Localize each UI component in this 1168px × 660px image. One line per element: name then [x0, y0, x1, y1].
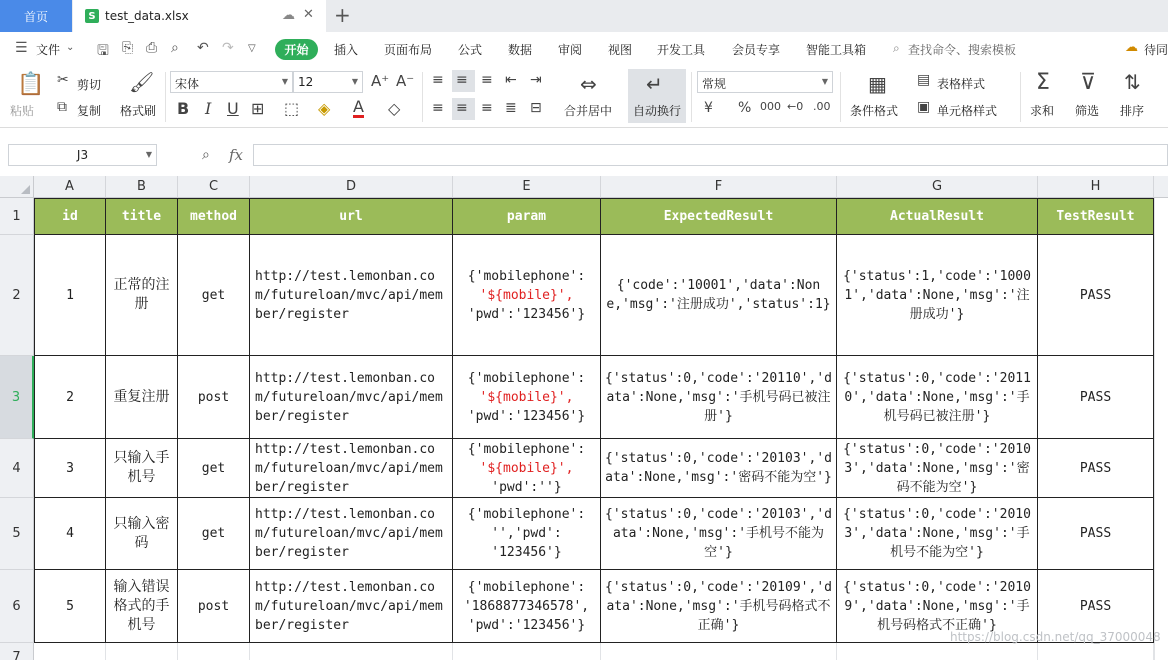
wrap-text-button[interactable]: 自动换行 — [633, 104, 682, 118]
paste-button[interactable]: 粘贴 — [10, 104, 35, 118]
increase-decimal-icon[interactable]: ←0 — [787, 100, 804, 113]
menu-sync[interactable]: 待同 — [1144, 43, 1168, 57]
font-size-select[interactable]: 12 ▼ — [293, 71, 363, 93]
param-line: {'mobilephone': — [467, 370, 586, 386]
cell-url[interactable] — [250, 570, 453, 643]
font-color-icon[interactable]: A — [353, 97, 364, 116]
cell-style-button[interactable]: 单元格样式 — [937, 104, 998, 118]
cell-title[interactable]: 重复注册 — [106, 356, 178, 439]
cell-actual[interactable] — [837, 356, 1038, 439]
search-commands[interactable]: 查找命令、搜索模板 — [908, 43, 1017, 57]
tab-home[interactable]: 首页 — [0, 0, 72, 32]
chevron-down-icon: ▼ — [281, 77, 288, 86]
format-painter-icon[interactable]: 🖌 — [129, 70, 155, 94]
conditional-format-icon[interactable]: ▦ — [868, 72, 887, 96]
add-tab-icon[interactable]: + — [334, 3, 351, 27]
ribbon — [0, 66, 1168, 128]
row-header-2[interactable]: 2 — [0, 235, 34, 356]
menu-member[interactable]: 会员专享 — [732, 43, 781, 57]
header-cell-method[interactable]: method — [178, 198, 250, 235]
fill-pattern-icon[interactable]: ⬚ — [284, 99, 300, 118]
print-icon[interactable]: ⎙ — [146, 40, 158, 56]
menu-file[interactable]: 文件 — [36, 43, 61, 57]
menu-smart-toolbox[interactable]: 智能工具箱 — [806, 43, 867, 57]
cell-id[interactable]: 1 — [34, 235, 106, 356]
function-icon[interactable]: fx — [229, 146, 244, 164]
cell-url[interactable] — [250, 439, 453, 498]
increase-indent-icon[interactable]: ⇥ — [530, 72, 542, 88]
menu-review[interactable]: 审阅 — [558, 43, 583, 57]
column-header-b[interactable]: B — [106, 176, 178, 198]
zoom-icon[interactable]: ⌕ — [202, 147, 210, 163]
header-cell-url[interactable]: url — [250, 198, 453, 235]
param-line: {'mobilephone': — [467, 507, 586, 522]
empty-cell[interactable] — [178, 643, 250, 660]
filter-icon[interactable]: ⊽ — [1080, 70, 1097, 95]
column-header-i[interactable] — [1154, 176, 1168, 198]
select-all-corner[interactable] — [0, 176, 34, 198]
cell-method[interactable]: get — [178, 498, 250, 570]
row-header-1[interactable]: 1 — [0, 198, 34, 235]
url-text: http://test.lemonban.com/futureloan/mvc/api/member/register — [255, 507, 443, 560]
sort-icon[interactable]: ⇅ — [1124, 70, 1141, 94]
cell-actual[interactable] — [837, 498, 1038, 570]
thousands-button[interactable]: 000 — [760, 100, 781, 113]
row-header-5[interactable]: 5 — [0, 498, 34, 570]
param-line: 'pwd':'123456'} — [467, 306, 586, 322]
sum-icon[interactable]: Σ — [1036, 70, 1050, 95]
menu-bar — [0, 32, 1168, 66]
cut-button[interactable]: 剪切 — [77, 78, 102, 92]
search-icon: ⌕ — [893, 41, 900, 55]
chevron-down-icon[interactable]: ⌄ — [66, 42, 75, 53]
column-header-h[interactable]: H — [1038, 176, 1154, 198]
copy-button[interactable]: 复制 — [77, 104, 102, 118]
actual-text: {'status':0,'code':'20103','data':None,'msg':'密码不能为空'} — [843, 441, 1031, 495]
align-left-icon[interactable]: ≡ — [432, 100, 444, 116]
column-header-d[interactable]: D — [250, 176, 453, 198]
menu-insert[interactable]: 插入 — [334, 43, 359, 57]
cell-param[interactable] — [453, 235, 601, 356]
header-cell-param[interactable]: param — [453, 198, 601, 235]
cell-id[interactable]: 2 — [34, 356, 106, 439]
currency-button[interactable]: ¥ — [704, 100, 713, 116]
param-line: '1868877346578', — [463, 598, 590, 614]
cell-method[interactable]: get — [178, 439, 250, 498]
export-icon[interactable]: ⎘ — [122, 40, 134, 56]
header-cell-testresult[interactable]: TestResult — [1038, 198, 1154, 235]
cell-style-icon[interactable]: ▣ — [917, 99, 931, 115]
url-text: http://test.lemonban.com/futureloan/mvc/api/member/register — [255, 441, 443, 495]
cell-id[interactable]: 4 — [34, 498, 106, 570]
header-cell-expectedresult[interactable]: ExpectedResult — [601, 198, 837, 235]
spreadsheet-icon: S — [85, 9, 99, 23]
cell-actual[interactable] — [837, 439, 1038, 498]
close-icon[interactable]: ✕ — [303, 7, 314, 22]
column-header-a[interactable]: A — [34, 176, 106, 198]
menu-data[interactable]: 数据 — [508, 43, 533, 57]
menu-developer[interactable]: 开发工具 — [657, 43, 706, 57]
param-line: '','pwd': — [491, 526, 562, 541]
cell-test-result[interactable]: PASS — [1038, 235, 1154, 356]
param-line: 'pwd':'123456'} — [467, 408, 586, 424]
cloud-icon[interactable]: ☁ — [282, 8, 295, 23]
undo-icon[interactable]: ↶ — [197, 40, 209, 56]
actual-text: {'status':1,'code':'10001','data':None,'msg':'注册成功'} — [843, 268, 1031, 322]
actual-text: {'status':0,'code':'20110','data':None,'msg':'手机号码已被注册'} — [843, 370, 1031, 424]
sort-button[interactable]: 排序 — [1120, 104, 1145, 118]
cell-expected[interactable] — [601, 570, 837, 643]
align-center-icon[interactable]: ≡ — [456, 100, 468, 116]
cell-id[interactable]: 3 — [34, 439, 106, 498]
cell-test-result[interactable]: PASS — [1038, 498, 1154, 570]
param-line: '${mobile}', — [479, 389, 574, 405]
name-box[interactable]: J3 ▼ — [8, 144, 157, 166]
row-header-7[interactable]: 7 — [0, 643, 34, 660]
param-line: {'mobilephone': — [467, 579, 586, 595]
merge-cells-icon[interactable]: ⇔ — [580, 72, 597, 96]
paste-icon[interactable]: 📋 — [17, 72, 45, 97]
underline-icon[interactable]: U — [227, 99, 239, 118]
decrease-decimal-icon[interactable]: .00 — [813, 100, 831, 113]
file-name: test_data.xlsx — [105, 9, 189, 23]
wrap-text-icon[interactable]: ↵ — [646, 72, 663, 96]
format-painter-button[interactable]: 格式刷 — [120, 104, 157, 118]
align-bottom-icon[interactable]: ≡ — [481, 72, 493, 88]
cell-method[interactable]: get — [178, 235, 250, 356]
save-icon[interactable]: 🖫 — [97, 43, 109, 59]
menu-formulas[interactable]: 公式 — [458, 43, 483, 57]
actual-text: {'status':0,'code':'20109','data':None,'msg':'手机号码格式不正确'} — [843, 579, 1031, 633]
cell-expected[interactable] — [601, 439, 837, 498]
menu-start[interactable]: 开始 — [275, 39, 318, 60]
clear-format-icon[interactable]: ◇ — [388, 99, 401, 118]
borders-icon[interactable]: ⊞ — [251, 99, 265, 118]
param-line: '123456'} — [491, 545, 562, 560]
preview-icon[interactable]: ⌕ — [171, 40, 179, 56]
column-header-f[interactable]: F — [601, 176, 837, 198]
scissors-icon[interactable]: ✂ — [57, 72, 69, 88]
header-cell-actualresult[interactable]: ActualResult — [837, 198, 1038, 235]
cloud-sync-icon[interactable]: ☁ — [1125, 40, 1138, 55]
empty-cell[interactable] — [34, 643, 106, 660]
spreadsheet-grid — [0, 176, 1168, 660]
decrease-indent-icon[interactable]: ⇤ — [505, 72, 517, 88]
cell-method[interactable]: post — [178, 356, 250, 439]
cell-url[interactable] — [250, 498, 453, 570]
cell-expected[interactable] — [601, 356, 837, 439]
chevron-down-icon: ▼ — [351, 77, 358, 86]
justify-icon[interactable]: ≣ — [505, 100, 517, 116]
cell-param[interactable] — [453, 439, 601, 498]
align-right-icon[interactable]: ≡ — [481, 100, 493, 116]
table-style-button[interactable]: 表格样式 — [937, 77, 986, 91]
distribute-icon[interactable]: ⊟ — [530, 100, 542, 116]
url-text: http://test.lemonban.com/futureloan/mvc/api/member/register — [255, 370, 443, 424]
cell-id[interactable]: 5 — [34, 570, 106, 643]
cell-param[interactable] — [453, 356, 601, 439]
fill-color-icon[interactable]: ◈ — [318, 99, 331, 118]
expected-text: {'status':0,'code':'20103','data':None,'msg':'密码不能为空'} — [605, 451, 832, 485]
param-line: '${mobile}', — [479, 460, 574, 476]
cell-actual[interactable] — [837, 235, 1038, 356]
empty-cell[interactable] — [106, 643, 178, 660]
merge-center-button[interactable]: 合并居中 — [564, 104, 613, 118]
empty-cell[interactable] — [601, 643, 837, 660]
cell-test-result[interactable]: PASS — [1038, 570, 1154, 643]
watermark: https://blog.csdn.net/qq_37000048 — [950, 630, 1161, 644]
row-header-6[interactable]: 6 — [0, 570, 34, 643]
param-line: {'mobilephone': — [467, 268, 586, 284]
cell-expected[interactable] — [601, 498, 837, 570]
font-family-select[interactable]: 宋体 ▼ — [170, 71, 293, 93]
align-middle-icon[interactable]: ≡ — [456, 72, 468, 88]
quick-access-chevron-icon[interactable]: ▽ — [248, 43, 256, 54]
filter-button[interactable]: 筛选 — [1075, 104, 1100, 118]
menu-view[interactable]: 视图 — [608, 43, 633, 57]
cell-title[interactable]: 输入错误格式的手机号 — [106, 570, 178, 643]
hamburger-icon[interactable]: ☰ — [15, 40, 28, 56]
empty-cell[interactable] — [1038, 643, 1154, 660]
percent-button[interactable]: % — [738, 100, 752, 116]
cell-expected[interactable] — [601, 235, 837, 356]
row-header-3[interactable]: 3 — [0, 356, 34, 439]
cell-test-result[interactable]: PASS — [1038, 439, 1154, 498]
empty-cell[interactable] — [453, 643, 601, 660]
table-style-icon[interactable]: ▤ — [917, 72, 931, 88]
cell-title[interactable]: 只输入手机号 — [106, 439, 178, 498]
url-text: http://test.lemonban.com/futureloan/mvc/api/member/register — [255, 268, 443, 322]
param-line: {'mobilephone': — [467, 441, 586, 457]
tab-bar — [0, 0, 1168, 32]
chevron-down-icon: ▼ — [145, 150, 152, 159]
cell-param[interactable] — [453, 498, 601, 570]
row-header-4[interactable]: 4 — [0, 439, 34, 498]
cell-method[interactable]: post — [178, 570, 250, 643]
number-format-select[interactable]: 常规 ▼ — [697, 71, 833, 93]
header-cell-title[interactable]: title — [106, 198, 178, 235]
cell-title[interactable]: 只输入密码 — [106, 498, 178, 570]
actual-text: {'status':0,'code':'20103','data':None,'msg':'手机号不能为空'} — [843, 507, 1031, 560]
cell-url[interactable] — [250, 235, 453, 356]
header-cell-id[interactable]: id — [34, 198, 106, 235]
tab-file[interactable] — [73, 0, 326, 32]
italic-icon[interactable]: I — [205, 99, 212, 118]
param-line: '${mobile}', — [479, 287, 574, 303]
chevron-down-icon: ▼ — [821, 77, 828, 86]
cell-param[interactable] — [453, 570, 601, 643]
decrease-font-icon[interactable]: A⁻ — [396, 72, 415, 90]
url-text: http://test.lemonban.com/futureloan/mvc/api/member/register — [255, 579, 443, 633]
align-top-icon[interactable]: ≡ — [432, 72, 444, 88]
cell-test-result[interactable]: PASS — [1038, 356, 1154, 439]
column-header-c[interactable]: C — [178, 176, 250, 198]
empty-cell[interactable] — [250, 643, 453, 660]
cell-url[interactable] — [250, 356, 453, 439]
param-line: 'pwd':''} — [491, 479, 562, 495]
expected-text: {'status':0,'code':'20109','data':None,'msg':'手机号码格式不正确'} — [605, 579, 832, 633]
column-header-g[interactable]: G — [837, 176, 1038, 198]
cell-title[interactable]: 正常的注册 — [106, 235, 178, 356]
expected-text: {'code':'10001','data':None,'msg':'注册成功','status':1} — [606, 278, 831, 312]
empty-cell[interactable] — [837, 643, 1038, 660]
menu-page-layout[interactable]: 页面布局 — [384, 43, 433, 57]
formula-input[interactable] — [253, 144, 1168, 166]
expected-text: {'status':0,'code':'20110','data':None,'msg':'手机号码已被注册'} — [605, 370, 832, 424]
sum-button[interactable]: 求和 — [1030, 104, 1055, 118]
copy-icon[interactable]: ⧉ — [57, 99, 67, 115]
expected-text: {'status':0,'code':'20103','data':None,'msg':'手机号不能为空'} — [605, 507, 832, 560]
conditional-format-button[interactable]: 条件格式 — [850, 104, 899, 118]
param-line: 'pwd':'123456'} — [467, 617, 586, 633]
formula-bar — [0, 128, 1168, 176]
column-header-e[interactable]: E — [453, 176, 601, 198]
redo-icon[interactable]: ↷ — [222, 40, 234, 56]
bold-icon[interactable]: B — [177, 99, 190, 118]
increase-font-icon[interactable]: A⁺ — [371, 72, 390, 90]
